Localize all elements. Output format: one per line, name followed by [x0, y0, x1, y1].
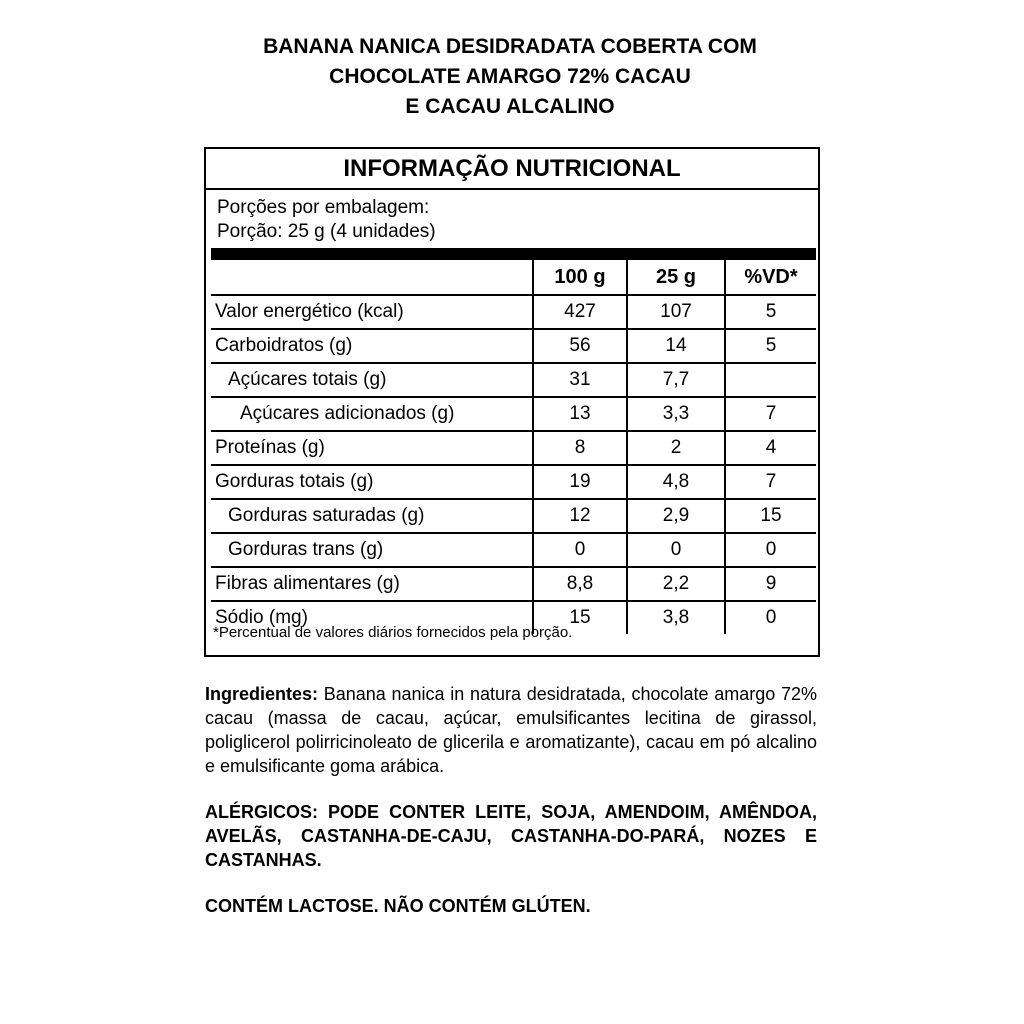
serving-info [217, 196, 436, 244]
allergens-warning: ALÉRGICOS: PODE CONTER LEITE, SOJA, AMENDOIM, AMÊNDOA, AVELÃS, CASTANHA-DE-CAJU, CASTANHA-DO-PARÁ, NOZES E CASTANHAS. [205, 802, 817, 870]
value-100g: 31 [532, 364, 626, 396]
value-25g: 7,7 [626, 364, 724, 396]
value-100g: 13 [532, 398, 626, 430]
value-100g: 12 [532, 500, 626, 532]
header-vd: %VD* [724, 260, 816, 294]
product-title-line-1: BANANA NANICA DESIDRADATA COBERTA COM [263, 35, 757, 58]
table-row [211, 464, 816, 498]
value-25g: 3,3 [626, 398, 724, 430]
value-vd: 5 [724, 330, 816, 362]
value-vd: 9 [724, 568, 816, 600]
product-title [0, 32, 1020, 122]
nutrient-label: Açúcares adicionados (g) [240, 403, 455, 424]
value-vd: 4 [724, 432, 816, 464]
value-100g: 56 [532, 330, 626, 362]
value-vd: 7 [724, 466, 816, 498]
table-row [211, 396, 816, 430]
nutrient-label: Valor energético (kcal) [215, 301, 404, 322]
value-vd: 15 [724, 500, 816, 532]
value-25g: 3,8 [626, 602, 724, 634]
value-100g: 19 [532, 466, 626, 498]
lactose-gluten-statement: CONTÉM LACTOSE. NÃO CONTÉM GLÚTEN. [205, 896, 591, 916]
value-vd [724, 364, 816, 396]
value-25g: 2 [626, 432, 724, 464]
table-row [211, 294, 816, 328]
value-25g: 107 [626, 296, 724, 328]
value-vd: 0 [724, 534, 816, 566]
table-footnote: *Percentual de valores diários fornecidos pela porção. [213, 624, 573, 641]
nutrient-label: Proteínas (g) [215, 437, 325, 458]
nutrient-label: Sódio (mg) [215, 607, 308, 628]
servings-per-package: Porções por embalagem: [217, 197, 430, 218]
serving-size: Porção: 25 g (4 unidades) [217, 221, 436, 242]
nutrient-label: Gorduras totais (g) [215, 471, 374, 492]
nutrient-label: Fibras alimentares (g) [215, 573, 400, 594]
table-row [211, 498, 816, 532]
header-25g: 25 g [626, 260, 724, 294]
ingredients-text: Banana nanica in natura desidratada, chocolate amargo 72% cacau (massa de cacau, açúcar, emulsificantes lecitina de girassol, poliglicerol polirricinoleato de glicerila e aromatizante), cacau em pó alcalino e emulsificante goma arábica. [205, 684, 817, 776]
value-vd: 7 [724, 398, 816, 430]
nutrient-label: Açúcares totais (g) [228, 369, 387, 390]
nutrition-facts-panel [204, 147, 820, 657]
nutrition-table [211, 260, 816, 634]
table-row [211, 430, 816, 464]
value-100g: 15 [532, 602, 626, 634]
table-row [211, 532, 816, 566]
ingredients-label: Ingredientes: [205, 684, 319, 704]
nutrient-label: Gorduras trans (g) [228, 539, 384, 560]
table-header-row [211, 260, 816, 294]
table-row [211, 362, 816, 396]
nutrient-label: Carboidratos (g) [215, 335, 353, 356]
table-row [211, 566, 816, 600]
thick-divider [211, 248, 816, 260]
ingredients-paragraph [205, 682, 817, 778]
value-100g: 0 [532, 534, 626, 566]
value-vd: 5 [724, 296, 816, 328]
value-100g: 8 [532, 432, 626, 464]
header-label-cell [211, 260, 532, 294]
value-25g: 14 [626, 330, 724, 362]
value-vd: 0 [724, 602, 816, 634]
value-25g: 4,8 [626, 466, 724, 498]
nutrition-title: INFORMAÇÃO NUTRICIONAL [206, 149, 818, 190]
table-row [211, 328, 816, 362]
product-title-line-2: CHOCOLATE AMARGO 72% CACAU [329, 65, 691, 88]
value-100g: 427 [532, 296, 626, 328]
value-25g: 0 [626, 534, 724, 566]
header-100g: 100 g [532, 260, 626, 294]
nutrient-label: Gorduras saturadas (g) [228, 505, 425, 526]
value-25g: 2,2 [626, 568, 724, 600]
value-25g: 2,9 [626, 500, 724, 532]
value-100g: 8,8 [532, 568, 626, 600]
product-title-line-3: E CACAU ALCALINO [405, 95, 615, 118]
